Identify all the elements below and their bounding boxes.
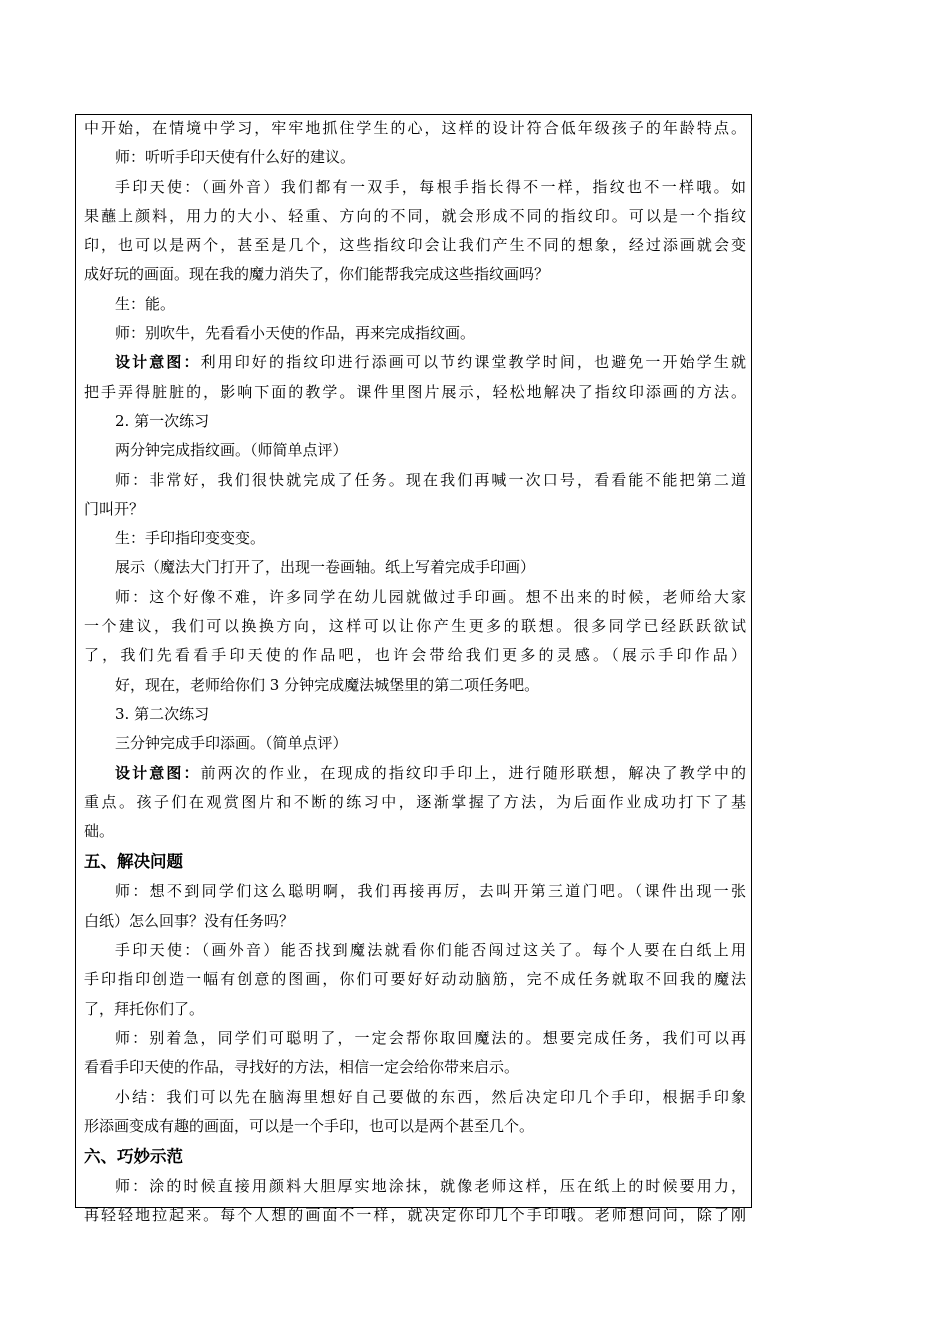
paragraph-line: 再轻轻地拉起来。每个人想的画面不一样，就决定你印几个手印哦。老师想问问，除了刚 bbox=[84, 1206, 746, 1225]
paragraph-line: 三分钟完成手印添画。（简单点评） bbox=[115, 734, 348, 753]
paragraph-line: 础。 bbox=[84, 822, 115, 841]
paragraph-line: 一个建议，我们可以换换方向，这样可以让你产生更多的联想。很多同学已经跃跃欲试 bbox=[84, 617, 746, 636]
paragraph-line: 小结：我们可以先在脑海里想好自己要做的东西，然后决定印几个手印，根据手印象 bbox=[115, 1087, 746, 1106]
section-heading: 六、巧妙示范 bbox=[84, 1147, 183, 1167]
paragraph-line: 好，现在，老师给你们 3 分钟完成魔法城堡里的第二项任务吧。 bbox=[115, 675, 540, 694]
design-intent-paragraph-line bbox=[84, 759, 746, 788]
paragraph-line: 成好玩的画面。现在我的魔力消失了，你们能帮我完成这些指纹画吗？ bbox=[84, 265, 550, 284]
design-intent-label: 设计意图： bbox=[115, 763, 201, 782]
design-intent-text: 前两次的作业，在现成的指纹印手印上，进行随形联想，解决了教学中的 bbox=[200, 763, 746, 782]
paragraph-line: 两分钟完成指纹画。（师简单点评） bbox=[115, 441, 348, 460]
paragraph-line: 2. 第一次练习 bbox=[115, 411, 210, 430]
paragraph-line: 了，拜托你们了。 bbox=[84, 999, 205, 1018]
paragraph-line: 师：想不到同学们这么聪明啊，我们再接再厉，去叫开第三道门吧。（课件出现一张 bbox=[115, 882, 746, 901]
design-intent-label: 设计意图： bbox=[115, 353, 201, 372]
paragraph-line: 把手弄得脏脏的，影响下面的教学。课件里图片展示，轻松地解决了指纹印添画的方法。 bbox=[84, 382, 746, 401]
paragraph-line: 重点。孩子们在观赏图片和不断的练习中，逐渐掌握了方法，为后面作业成功打下了基 bbox=[84, 792, 746, 811]
paragraph-line: 形添画变成有趣的画面，可以是一个手印，也可以是两个甚至几个。 bbox=[84, 1116, 535, 1135]
paragraph-line: 生：能。 bbox=[115, 294, 176, 313]
paragraph-line: 门叫开？ bbox=[84, 499, 145, 518]
design-intent-paragraph-line bbox=[84, 348, 746, 377]
paragraph-line: 看看手印天使的作品，寻找好的方法，相信一定会给你带来启示。 bbox=[84, 1058, 520, 1077]
paragraph-line: 生：手印指印变变变。 bbox=[115, 529, 266, 548]
paragraph-line: 师：听听手印天使有什么好的建议。 bbox=[115, 148, 356, 167]
paragraph-line: 展示（魔法大门打开了，出现一卷画轴。纸上写着完成手印画） bbox=[115, 558, 536, 577]
paragraph-line: 白纸）怎么回事？没有任务吗？ bbox=[84, 911, 295, 930]
document-body bbox=[84, 114, 746, 1231]
paragraph-line: 了，我们先看看手印天使的作品吧，也许会带给我们更多的灵感。（展示手印作品） bbox=[84, 646, 746, 665]
paragraph-line: 3. 第二次练习 bbox=[115, 704, 210, 723]
paragraph-line: 师：别吹牛，先看看小天使的作品，再来完成指纹画。 bbox=[115, 324, 476, 343]
paragraph-line: 师：别着急，同学们可聪明了，一定会帮你取回魔法的。想要完成任务，我们可以再 bbox=[115, 1028, 746, 1047]
design-intent-text: 利用印好的指纹印进行添画可以节约课堂教学时间，也避免一开始学生就 bbox=[200, 353, 746, 372]
paragraph-line: 手印天使：（画外音）能否找到魔法就看你们能否闯过这关了。每个人要在白纸上用 bbox=[115, 941, 746, 960]
paragraph-line: 中开始，在情境中学习，牢牢地抓住学生的心，这样的设计符合低年级孩子的年龄特点。 bbox=[84, 119, 746, 137]
paragraph-line: 师：这个好像不难，许多同学在幼儿园就做过手印画。想不出来的时候，老师给大家 bbox=[115, 587, 746, 606]
paragraph-line: 果蘸上颜料，用力的大小、轻重、方向的不同，就会形成不同的指纹印。可以是一个指纹 bbox=[84, 206, 746, 225]
paragraph-line: 手印指印创造一幅有创意的图画，你们可要好好动动脑筋，完不成任务就取不回我的魔法 bbox=[84, 970, 746, 989]
paragraph-line: 师：非常好，我们很快就完成了任务。现在我们再喊一次口号，看看能不能把第二道 bbox=[115, 470, 746, 489]
paragraph-line: 印，也可以是两个，甚至是几个，这些指纹印会让我们产生不同的想象，经过添画就会变 bbox=[84, 236, 746, 255]
paragraph-line: 手印天使：（画外音）我们都有一双手，每根手指长得不一样，指纹也不一样哦。如 bbox=[115, 177, 746, 196]
section-heading: 五、解决问题 bbox=[84, 852, 183, 872]
paragraph-line: 师：涂的时候直接用颜料大胆厚实地涂抹，就像老师这样，压在纸上的时候要用力， bbox=[115, 1177, 746, 1196]
